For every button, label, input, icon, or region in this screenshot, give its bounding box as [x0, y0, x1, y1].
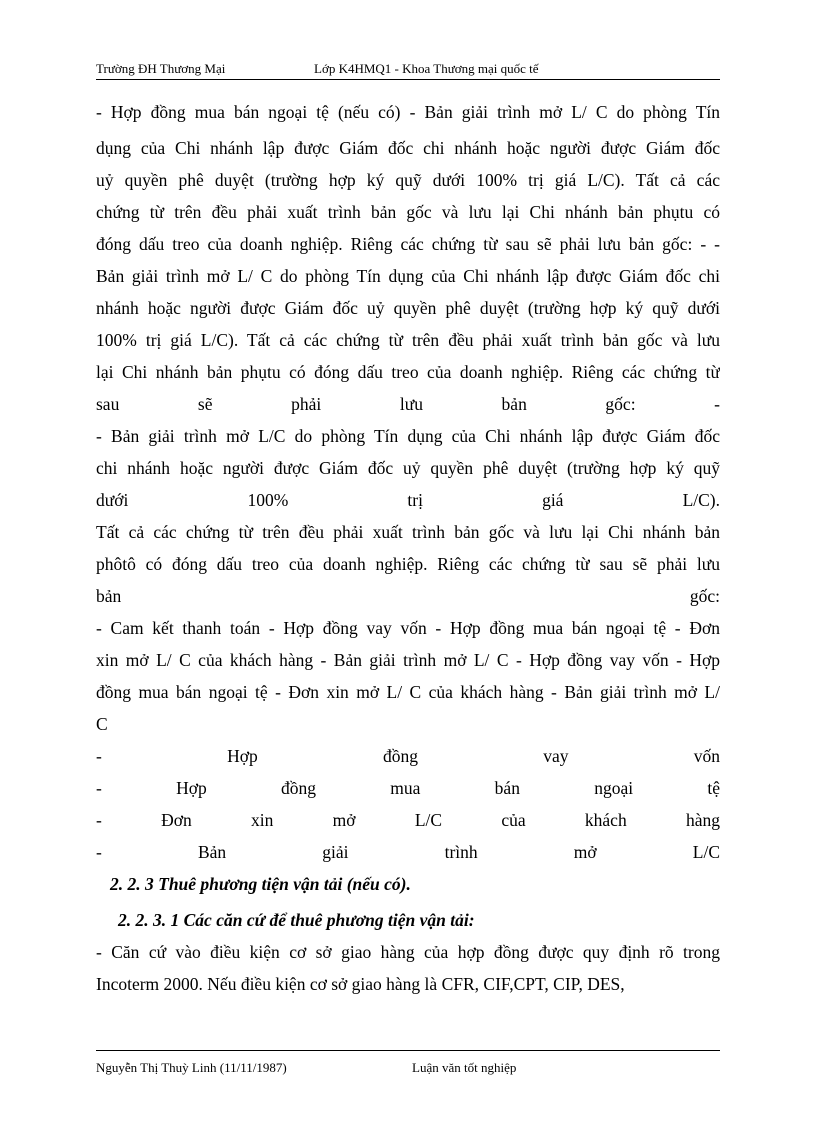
text-line: - Bản giải trình mở L/C do phòng Tín dụng của Chi nhánh lập được Giám đốc: [96, 426, 720, 446]
text-line: sau sẽ phải lưu bản gốc: -: [96, 394, 720, 414]
header-class-info: Lớp K4HMQ1 - Khoa Thương mại quốc tế: [314, 61, 539, 76]
text-line: - Căn cứ vào điều kiện cơ sở giao hàng của hợp đồng được quy định rõ trong: [96, 942, 720, 962]
text-line: chi nhánh hoặc người được Giám đốc uỷ quyền phê duyệt (trường hợp ký quỹ: [96, 458, 720, 478]
header-school: Trường ĐH Thương Mại: [96, 61, 226, 76]
document-body: [96, 96, 720, 1000]
text-line: dưới 100% trị giá L/C).: [96, 490, 720, 510]
text-line: C: [96, 714, 108, 734]
text-line: uỷ quyền phê duyệt (trường hợp ký quỹ dưới 100% trị giá L/C). Tất cả các: [96, 170, 720, 190]
text-line: đóng dấu treo của doanh nghiệp. Riêng các chứng từ sau sẽ phải lưu bản gốc: - -: [96, 234, 720, 254]
text-line: dụng của Chi nhánh lập được Giám đốc chi nhánh hoặc người được Giám đốc: [96, 138, 720, 158]
text-line: - Hợp đồng mua bán ngoại tệ (nếu có) - Bản giải trình mở L/ C do phòng Tín: [96, 102, 720, 122]
text-line: phôtô có đóng dấu treo của doanh nghiệp. Riêng các chứng từ sau sẽ phải lưu: [96, 554, 720, 574]
text-line: chứng từ trên đều phải xuất trình bản gốc và lưu lại Chi nhánh bản phụtu có: [96, 202, 720, 222]
text-line: - Hợp đồng vay vốn: [96, 746, 720, 766]
header-rule: [96, 79, 720, 80]
page-footer: [96, 1060, 720, 1080]
text-line: nhánh hoặc người được Giám đốc uỷ quyền phê duyệt (trường hợp ký quỹ dưới: [96, 298, 720, 318]
text-line: bản gốc:: [96, 586, 720, 606]
text-line: - Đơn xin mở L/C của khách hàng: [96, 810, 720, 830]
text-line: xin mở L/ C của khách hàng - Bản giải trình mở L/ C - Hợp đồng vay vốn - Hợp: [96, 650, 720, 670]
text-line: 100% trị giá L/C). Tất cả các chứng từ trên đều phải xuất trình bản gốc và lưu: [96, 330, 720, 350]
text-line: Tất cả các chứng từ trên đều phải xuất trình bản gốc và lưu lại Chi nhánh bản: [96, 522, 720, 542]
footer-rule: [96, 1050, 720, 1051]
page-header: [96, 60, 720, 80]
footer-author: Nguyễn Thị Thuỳ Linh (11/11/1987): [96, 1060, 287, 1075]
section-heading: 2. 2. 3 Thuê phương tiện vận tải (nếu có).: [110, 874, 411, 894]
text-line: Bản giải trình mở L/ C do phòng Tín dụng của Chi nhánh lập được Giám đốc chi: [96, 266, 720, 286]
subsection-heading: 2. 2. 3. 1 Các căn cứ để thuê phương tiện vận tải:: [118, 910, 475, 930]
text-line: - Hợp đồng mua bán ngoại tệ: [96, 778, 720, 798]
footer-thesis: Luận văn tốt nghiệp: [412, 1060, 517, 1075]
text-line: Incoterm 2000. Nếu điều kiện cơ sở giao hàng là CFR, CIF,CPT, CIP, DES,: [96, 974, 625, 994]
text-line: - Cam kết thanh toán - Hợp đồng vay vốn - Hợp đồng mua bán ngoại tệ - Đơn: [96, 618, 720, 638]
text-line: - Bản giải trình mở L/C: [96, 842, 720, 862]
text-line: lại Chi nhánh bản phụtu có đóng dấu treo của doanh nghiệp. Riêng các chứng từ: [96, 362, 720, 382]
text-line: đồng mua bán ngoại tệ - Đơn xin mở L/ C của khách hàng - Bản giải trình mở L/: [96, 682, 720, 702]
